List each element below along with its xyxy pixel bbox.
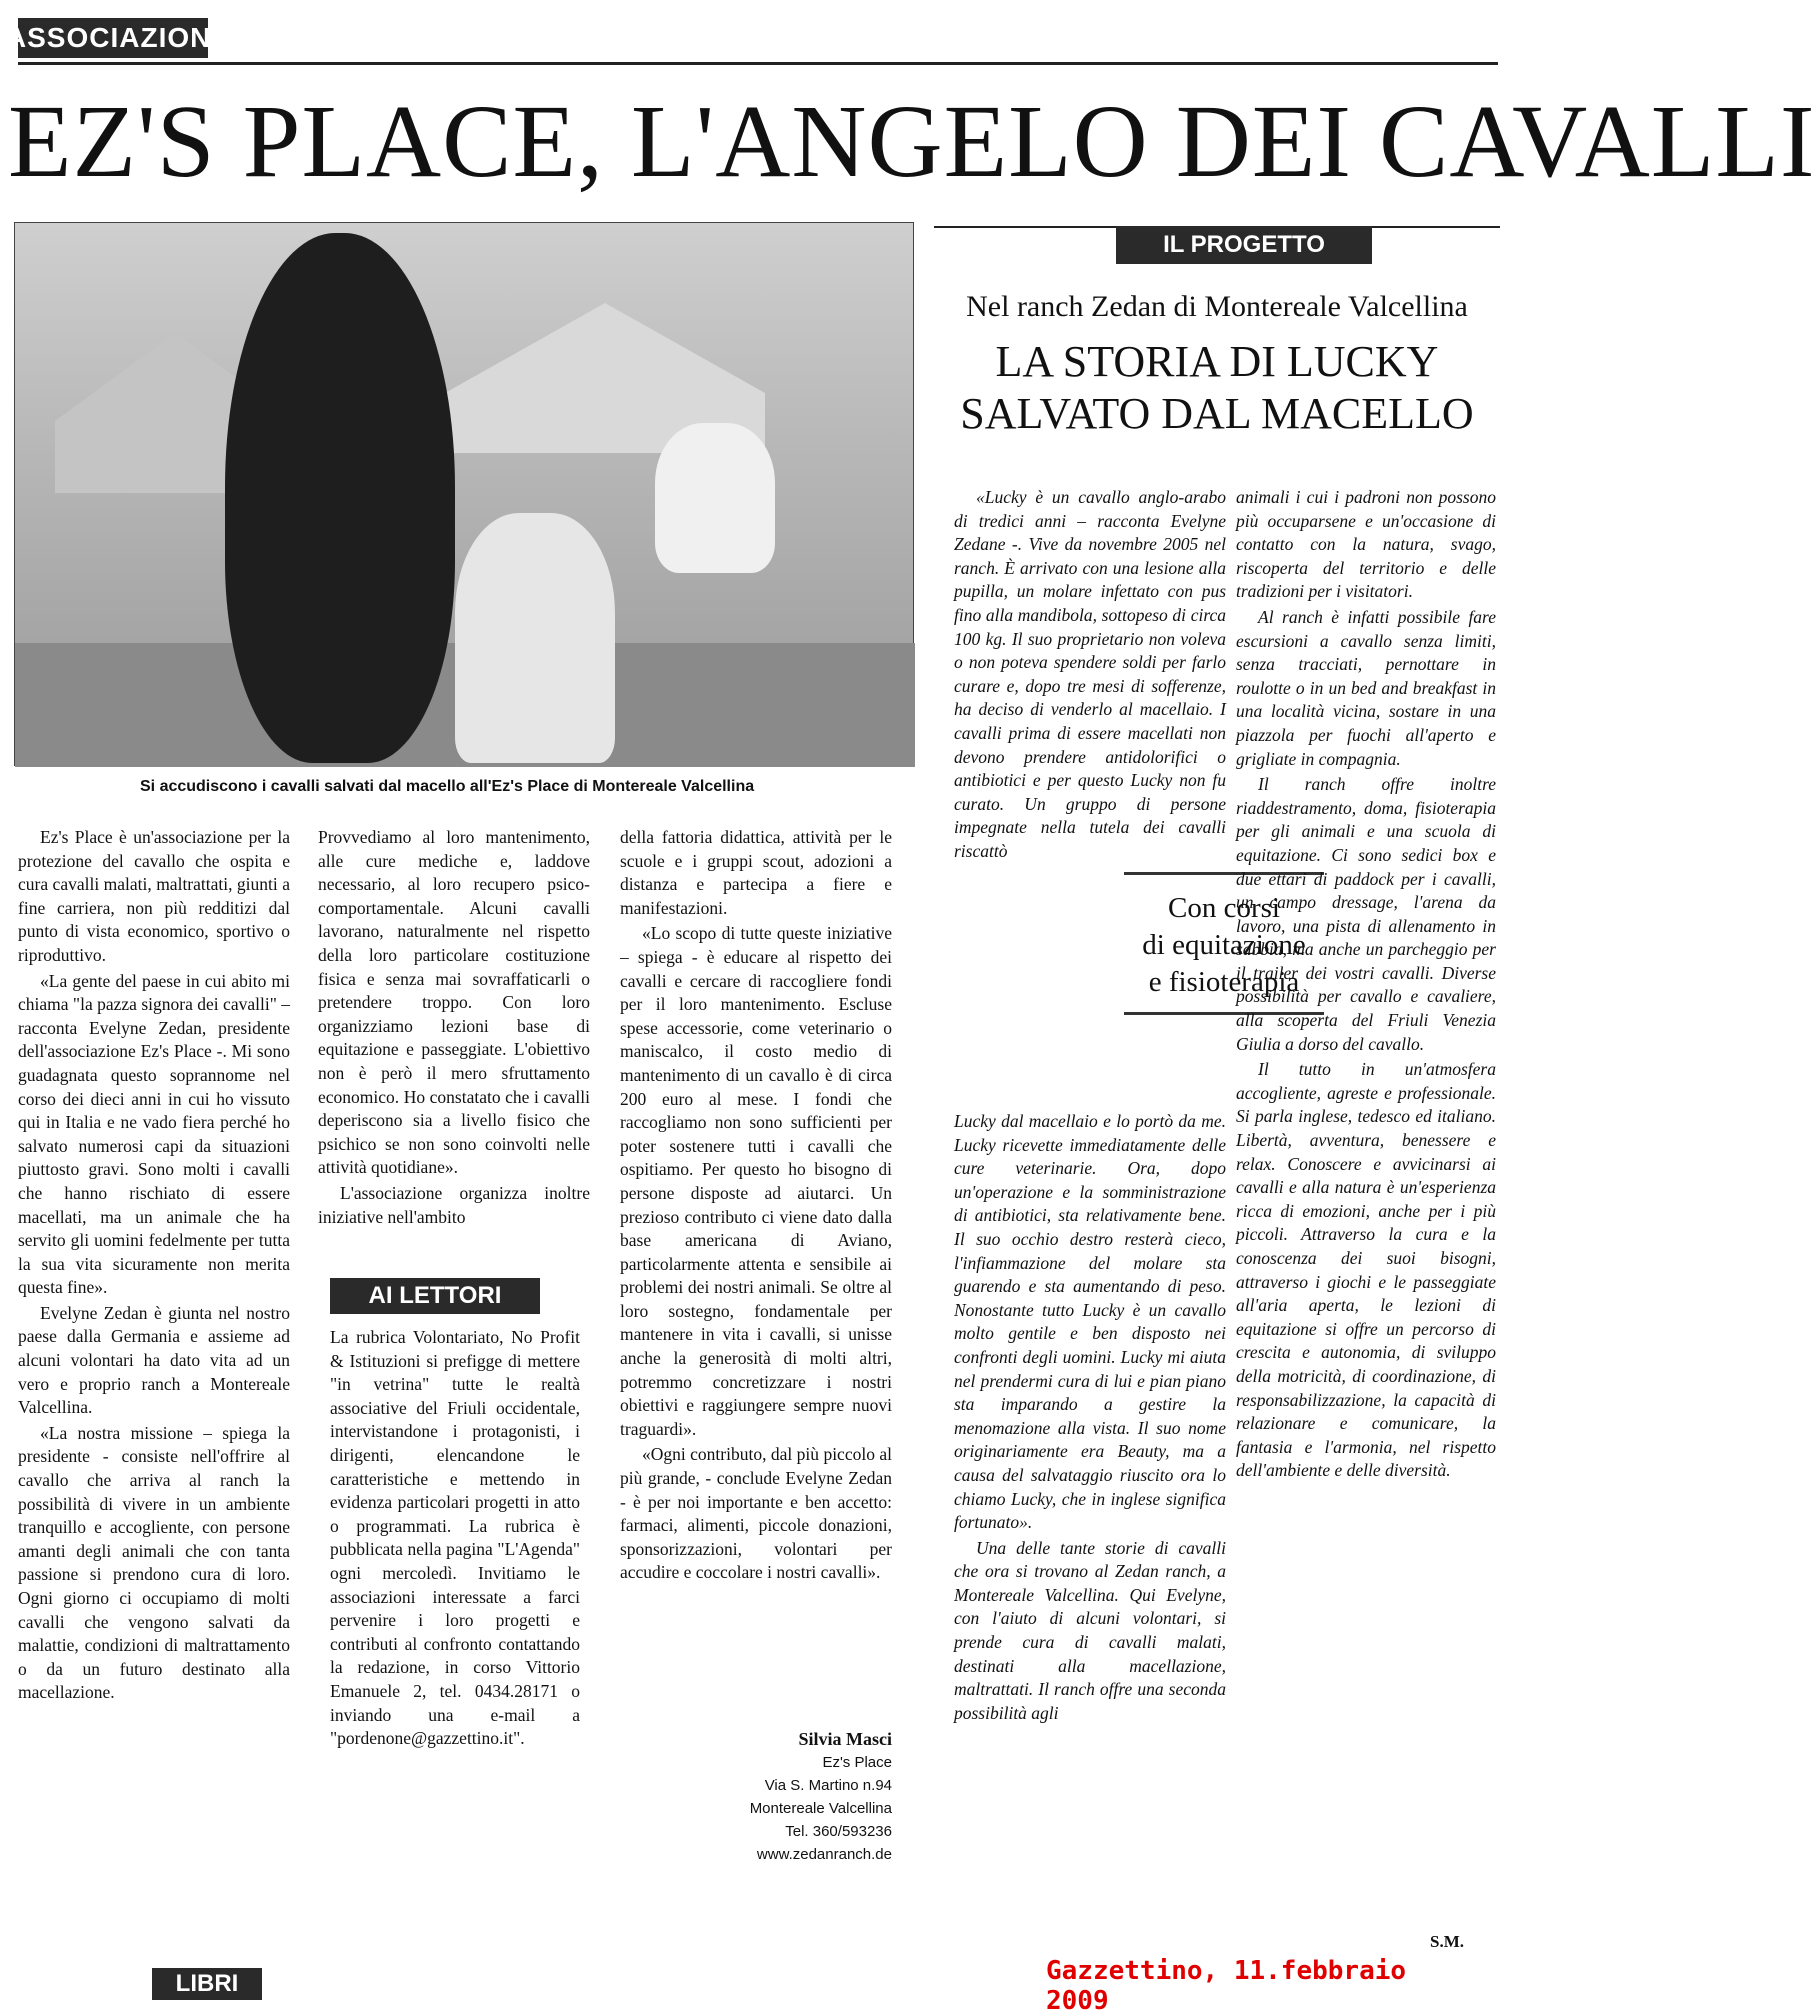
main-column-2 (318, 826, 590, 1231)
article-photo (14, 222, 914, 766)
signature-block (620, 1728, 892, 1866)
paragraph: della fattoria didattica, attività per le scuole e i gruppi scout, adozioni a distanza e partecipa a fiere e manifestazioni. (620, 827, 892, 918)
paragraph: «La nostra missione – spiega la presidente - consiste nell'offrire al cavallo che arriva al ranch la possibilità di vivere in un ambiente tranquillo e accogliente, con persone amanti degli animali che con tanta passione si prendono cura di loro. Ogni giorno ci occupiamo di molti cavalli che vengono salvati da malattie, condizioni di maltrattamento o da un futuro destinato alla macellazione. (18, 1422, 290, 1703)
ai-lettori-label: AI LETTORI (330, 1278, 540, 1314)
paragraph: «Lo scopo di tutte queste iniziative – spiega - è educare al rispetto dei cavalli e cercare di raccogliere fondi per il loro mantenimento. Escluse spese accessorie, come veterinario o maniscalco, il costo medio di mantenimento di un cavallo è di circa 200 euro al mese. I fondi che raccogliamo non sono sufficienti per poter sostenere tutti i cavalli che ospitiamo. Per questo ho bisogno di persone disposte ad aiutarci. Un prezioso contributo ci viene dato dalla base americana di Aviano, particolarmente attenta e sensibile ai problemi dei nostri animali. Se oltre al loro sostegno, fondamentale per mantenere in vita i cavalli, si unisse anche la generosità di molti altri, potremmo concretizzare i nostri obiettivi e raggiungere sempre nuovi traguardi». (620, 923, 892, 1439)
photo-caption: Si accudiscono i cavalli salvati dal macello all'Ez's Place di Montereale Valcellina (140, 778, 755, 795)
source-date-stamp: Gazzettino, 11.febbraio 2009 (1046, 1956, 1407, 2016)
paragraph: «Ogni contributo, dal più piccolo al più grande, - conclude Evelyne Zedan - è per noi importante e ben accetto: farmaci, alimenti, piccole donazioni, sponsorizzazioni, volontari per accudire e coccolare i nostri cavalli». (620, 1444, 892, 1583)
paragraph: Il tutto in un'atmosfera accogliente, agreste e professionale. Si parla inglese, tedesco ed italiano. Libertà, avventura, benessere e relax. Conoscere e avvicinarsi ai cavalli e alla natura è un'esperienza ricca di emozioni, anche per i più piccoli. Attraverso la cura e la conoscenza dei suoi bisogni, attraverso i giochi e le passeggiate all'aria aperta, le lezioni di equitazione si offre un percorso di crescita e autonomia, di sviluppo della motricità, di coordinazione, di responsabilizzazione, la capacità di relazionare e comunicare, la fantasia e l'armonia, nel rispetto dell'ambiente e delle diversità. (1236, 1059, 1496, 1481)
main-column-3 (620, 826, 892, 1587)
paragraph: L'associazione organizza inoltre iniziative nell'ambito (318, 1182, 590, 1227)
headline: EZ'S PLACE, L'ANGELO DEI CAVALLI (8, 84, 1816, 199)
progetto-kicker: Nel ranch Zedan di Montereale Valcellina (966, 290, 1468, 323)
progetto-column-1-bottom (954, 1110, 1226, 1727)
author-name: Silvia Masci (798, 1729, 892, 1749)
subhead-line: di equitazione (1142, 929, 1306, 961)
paragraph: Evelyne Zedan è giunta nel nostro paese dalla Germania e assieme ad alcuni volontari ha dato vita ad un vero e proprio ranch a Montereale Valcellina. (18, 1302, 290, 1418)
progetto-column-2 (1236, 486, 1496, 1485)
ai-lettori-text: La rubrica Volontariato, No Profit & Istituzioni si prefigge di mettere "in vetrina" tutte le realtà associative del Friuli occidentale, intervistandone i protagonisti, i dirigenti, elencandone le caratteristiche e mettendo in evidenza particolari progetti in atto o programmati. La rubrica è pubblicata nella pagina "L'Agenda" ogni mercoledì. Invitiamo le associazioni interessate a farci pervenire i loro progetti e contributi al confronto contattando la redazione, in corso Vittorio Emanuele 2, tel. 0434.28171 o inviando una e-mail a "pordenone@gazzettino.it". (330, 1327, 580, 1749)
progetto-column-1-top (954, 486, 1226, 866)
title-line: SALVATO DAL MACELLO (960, 389, 1474, 438)
progetto-label: IL PROGETTO (1116, 226, 1372, 264)
org-name: Ez's Place (822, 1754, 892, 1771)
city: Montereale Valcellina (749, 1800, 892, 1817)
horse-shape (225, 233, 455, 763)
paragraph: «Lucky è un cavallo anglo-arabo di tredici anni – racconta Evelyne Zedane -. Vive da novembre 2005 nel ranch. È arrivato con una lesione alla pupilla, un molare infettato con pus fino alla mandibola, sottopeso di circa 100 kg. Il suo proprietario non voleva o non poteva spendere soldi per farlo curare e, dopo tre mesi di sofferenze, ha deciso di venderlo al macellaio. I cavalli prima di essere macellati non devono prendere antidolorifici o antibiotici e per questo Lucky non fu curato. Un gruppo di persone impegnate nella tutela dei cavalli riscattò (954, 487, 1226, 861)
paragraph: Ez's Place è un'associazione per la protezione del cavallo che ospita e cura cavalli malati, maltrattati, giunti a fine carriera, non più redditizi dal punto di vista economico, sportivo o riproduttivo. (18, 827, 290, 965)
phone: Tel. 360/593236 (785, 1823, 892, 1840)
address: Via S. Martino n.94 (764, 1777, 892, 1794)
white-horse-shape (655, 423, 775, 573)
section-label: ASSOCIAZIONI (18, 18, 208, 58)
paragraph: Lucky dal macellaio e lo portò da me. Lucky ricevette immediatamente delle cure veterinarie. Ora, dopo un'operazione e la somministrazione di antibiotici, sta relativamente bene. Il suo occhio destro resterà cieco, l'infiammazione del molare sta guarendo e sta aumentando di peso. Nonostante tutto Lucky è un cavallo molto gentile e ben disposto nei confronti degli uomini. Lucky mi aiuta nel prendermi cura di lui e pian piano sta imparando a gestire la menomazione alla vista. Il suo nome originariamente era Beauty, ma a causa del salvataggio riuscito ora lo chiamo Lucky, che in inglese significa fortunato». (954, 1111, 1226, 1533)
title-line: LA STORIA DI LUCKY (995, 337, 1439, 386)
paragraph: Al ranch è infatti possibile fare escursioni a cavallo senza limiti, senza tracciati, pernottare in roulotte o in un bed and breakfast in una località vicina, sostare in una piazzola per fuochi all'aperto e grigliate in compagnia. (1236, 606, 1496, 769)
paragraph: Il ranch offre inoltre riaddestramento, doma, fisioterapia per gli animali e una scuola di equitazione. Ci sono sedici box e due ettari di paddock per i cavalli, un campo dressage, l'arena da lavoro, una pista di allenamento in sabbia, ma anche un parcheggio per il trailer dei vostri cavalli. Diverse possibilità per cavallo e cavaliere, alla scoperta del Friuli Venezia Giulia a dorso del cavallo. (1236, 774, 1496, 1054)
top-rule (18, 62, 1498, 65)
paragraph: Provvediamo al loro mantenimento, alle cure mediche e, laddove necessario, al loro recupero psico-comportamentale. Alcuni cavalli lavorano, naturalmente nel rispetto della loro particolare costituzione fisica e senza mai sovraffaticarli o pretendere troppo. Con loro organizziamo lezioni base di equitazione e passeggiate. L'obiettivo non è però il mero sfruttamento economico. Ho constatato che i cavalli deperiscono sia a livello fisico che psichico se non sono coinvolti nelle attività quotidiane». (318, 827, 590, 1178)
main-column-1 (18, 826, 290, 1707)
progetto-title (934, 336, 1500, 440)
website: www.zedanranch.de (756, 1846, 892, 1863)
subhead-line: e fisioterapia (1148, 966, 1300, 998)
next-section-label: LIBRI (152, 1968, 262, 2000)
subhead-line: Con corsi (1168, 892, 1280, 924)
author-initials: S.M. (1430, 1932, 1464, 1951)
paragraph: animali i cui i padroni non possono più occuparsene e un'occasione di contatto con la natura, svago, riscoperta del territorio e delle tradizioni per i visitatori. (1236, 487, 1496, 602)
paragraph: «La gente del paese in cui abito mi chiama "la pazza signora dei cavalli" – racconta Evelyne Zedan, presidente dell'associazione Ez's Place -. Mi sono guadagnata questo soprannome nel corso dei dieci anni in cui ho vissuto qui in Italia e ne vado fiera perché ho salvato numerosi capi da situazioni piuttosto gravi. Sono molti i cavalli che hanno rischiato di essere macellati, ma un animale che ha servito gli uomini fedelmente per tutta la sua vita sicuramente non merita questa fine». (18, 970, 290, 1298)
man-shape (455, 513, 615, 763)
paragraph: Una delle tante storie di cavalli che ora si trovano al Zedan ranch, a Montereale Valcellina. Qui Evelyne, con l'aiuto di alcuni volontari, si prende cura di cavalli malati, destinati alla macellazione, maltrattati. Il ranch offre una seconda possibilità agli (954, 1537, 1226, 1723)
